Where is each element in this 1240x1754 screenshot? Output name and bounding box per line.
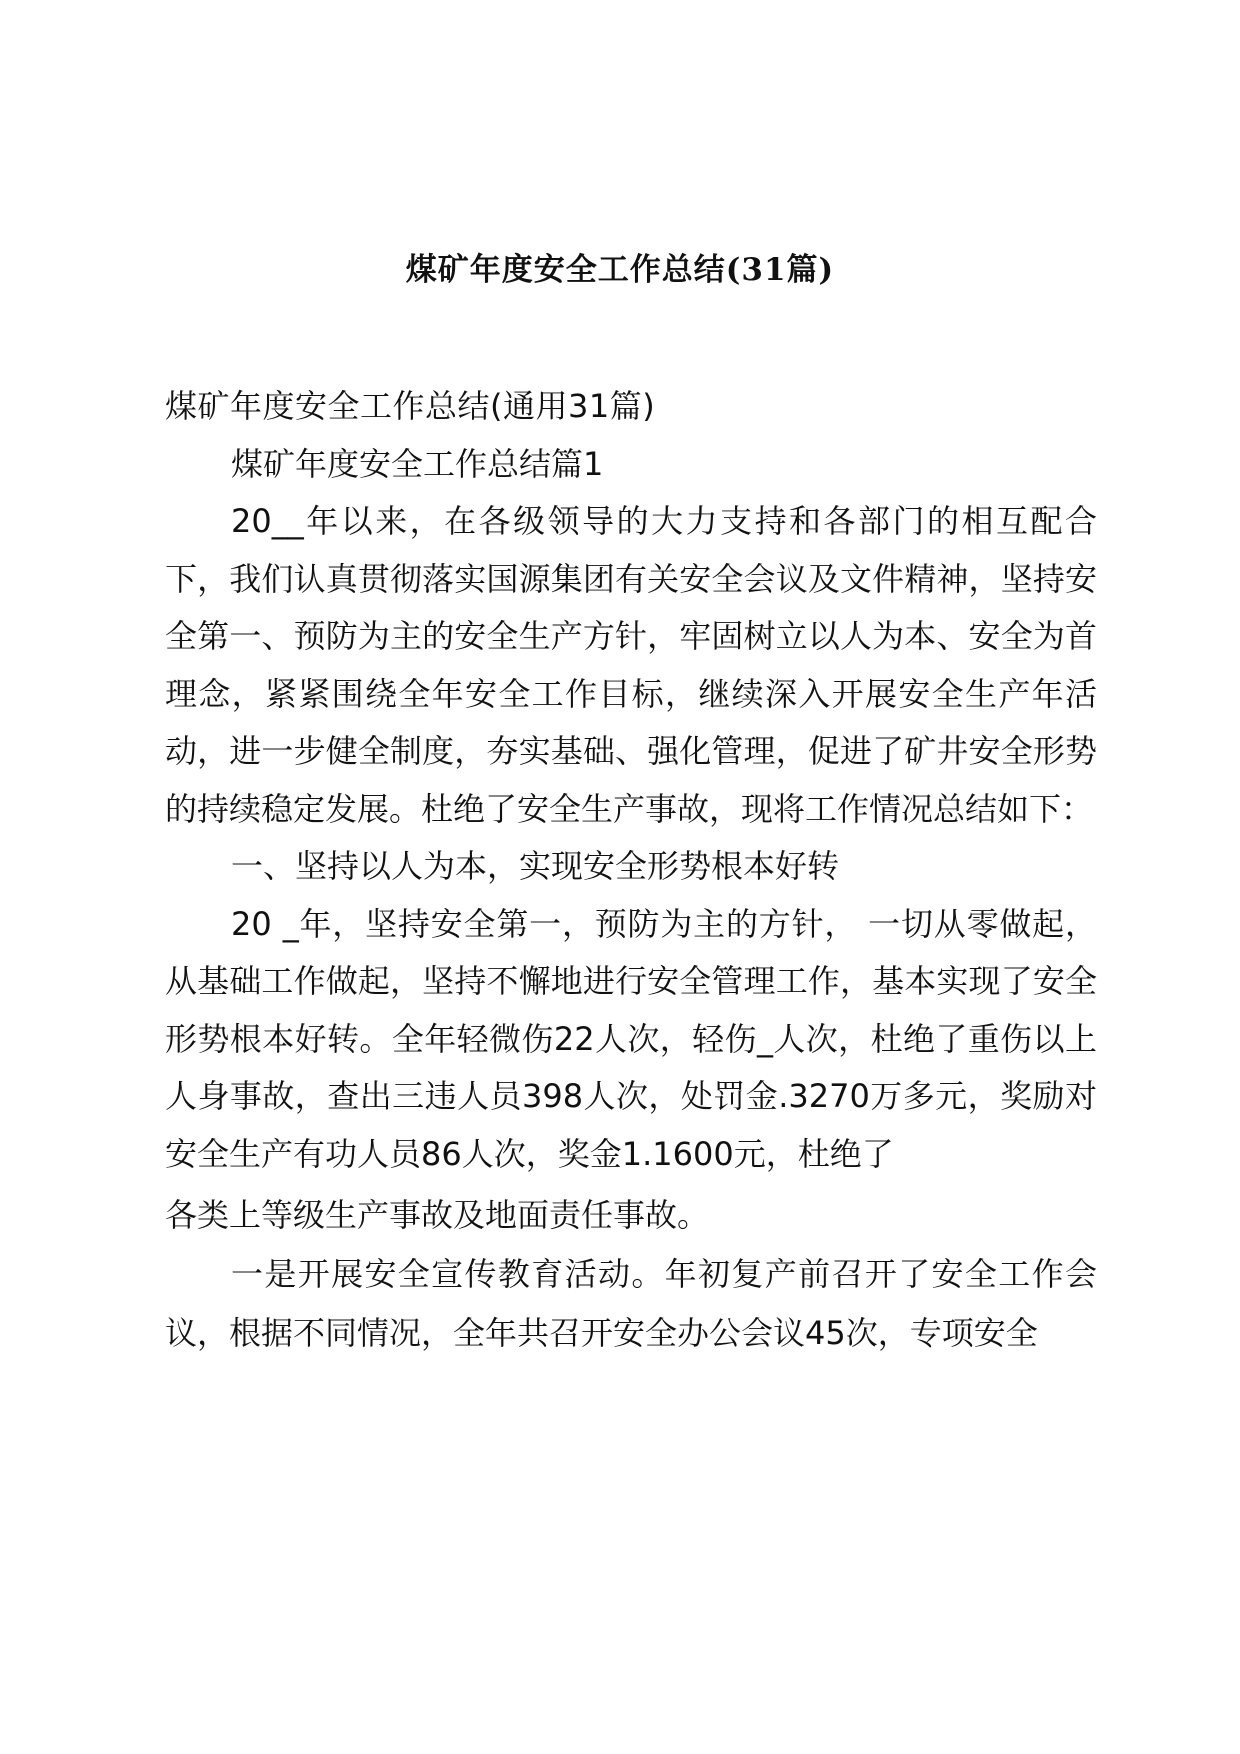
paragraph-education: 一是开展安全宣传教育活动。年初复产前召开了安全工作会议，根据不同情况，全年共召开安全办公会议45次，专项安全 bbox=[165, 1254, 1097, 1352]
section-heading: 一、坚持以人为本，实现安全形势根本好转 bbox=[231, 847, 840, 885]
document-title: 煤矿年度安全工作总结(31篇) bbox=[405, 252, 835, 288]
document-subtitle: 煤矿年度安全工作总结(通用31篇) bbox=[165, 387, 656, 425]
part-title: 煤矿年度安全工作总结篇1 bbox=[231, 444, 604, 483]
paragraph-intro: 20__年以来，在各级领导的大力支持和各部门的相互配合下，我们认真贯彻落实国源集团有关安全会议及文件精神，坚持安全第一、预防为主的安全生产方针，牢固树立以人为本、安全为首理念，紧紧围绕全年安全工作目标，继续深入开展安全生产年活动，进一步健全制度，夯实基础、强化管理，促进了矿井安全形势的持续稳定发展。杜绝了安全生产事故，现将工作情况总结如下： bbox=[165, 502, 1097, 828]
paragraph-statistics: 20 _年，坚持安全第一，预防为主的方针， 一切从零做起，从基础工作做起，坚持不懈地进行安全管理工作，基本实现了安全形势根本好转。全年轻微伤22人次，轻伤_人次，杜绝了重伤以上人身事故，查出三违人员398人次，处罚金.3270万多元，奖励对安全生产有功人员86人次，奖金1.1600元，杜绝了 bbox=[165, 904, 1097, 1173]
paragraph-continuation: 各类上等级生产事故及地面责任事故。 bbox=[165, 1196, 710, 1234]
document-body bbox=[165, 378, 1097, 1363]
